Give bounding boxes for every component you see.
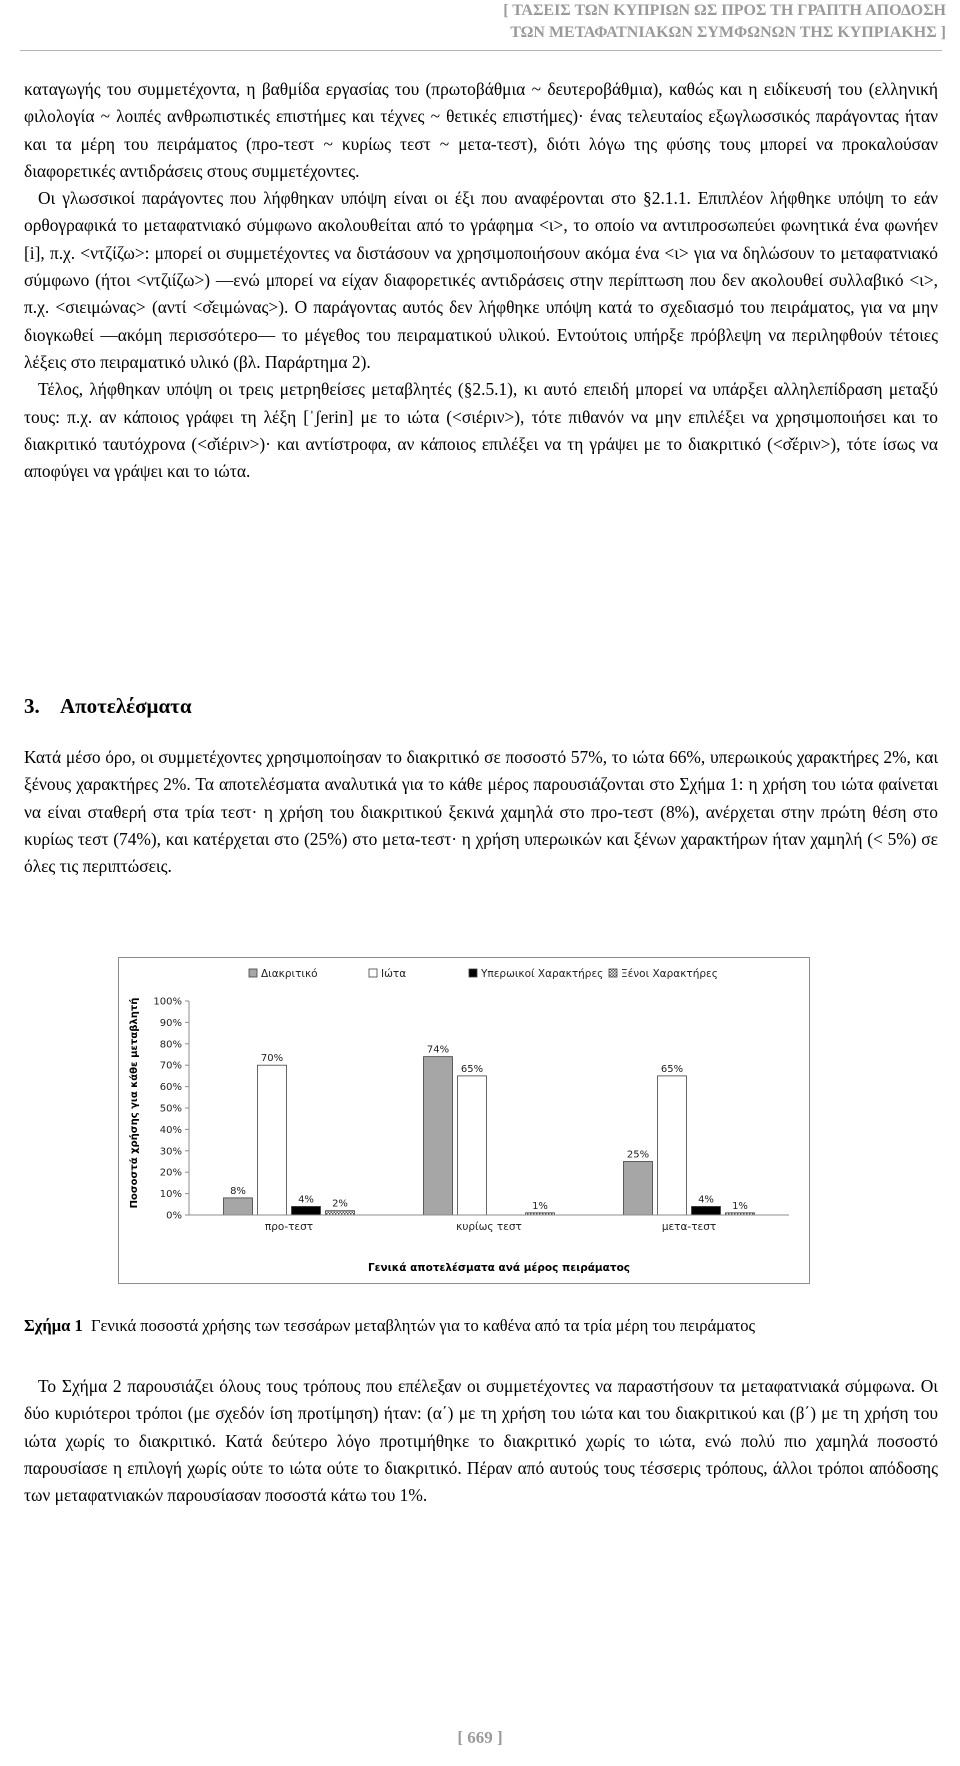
bar-value-label: 25% bbox=[626, 1149, 650, 1161]
legend-label-3: Ξένοι Χαρακτήρες bbox=[621, 968, 718, 980]
bar-value-label: 65% bbox=[460, 1063, 484, 1075]
bar-0-3 bbox=[326, 1211, 355, 1215]
chart-bars bbox=[224, 1045, 755, 1215]
paragraph-figure-2: Το Σχήμα 2 παρουσιάζει όλους τους τρόπους που επέλεξαν οι συμμετέχοντες να παραστήσουν τα μεταφατνιακά σύμφωνα. Οι δύο κυριότεροι τρόποι (με σχεδόν ίση προτίμηση) ήταν: (α΄) με τη χρήση του ιώτα και του διακριτικού και (β΄) με τη χρήση του ιώτα χωρίς το διακριτικό. Κατά δεύτερο λόγο προτιμήθηκε το διακριτικό χωρίς το ιώτα, ενώ πολύ πιο χαμηλά ποσοστό παρουσίασε η επιλογή χωρίς ούτε το ιώτα ούτε το διακριτικό. Πέραν από αυτούς τους τέσσερις τρόπους, άλλοι τρόποι απόδοσης των μεταφατνιακών παρουσίασαν ποσοστά κάτω του 1%. bbox=[24, 1376, 938, 1506]
legend-swatch-0 bbox=[249, 969, 257, 977]
paragraph-linguistic-factors: Οι γλωσσικοί παράγοντες που λήφθηκαν υπόψη είναι οι έξι που αναφέρονται στο §2.1.1. Επιπλέον λήφθηκε υπόψη το εάν ορθογραφικά το μεταφατνιακό σύμφωνο ακολουθείται από το γράφημα <ι>, το οποίο να αντιπροσωπεύει φωνητικά ένα φωνήεν [i], π.χ. <ντζίζω>: μπορεί οι συμμετέχοντες να διστάσουν να χρησιμοποιήσουν ακόμα ένα <ι> για να δηλώσουν το μεταφατνιακό σύμφωνο (ήτοι <ντζιίζω>) —ενώ μπορεί να είχαν διαφορετικές αντιδράσεις στην περίπτωση που δεν ακολουθεί συλλαβικό <ι>, π.χ. <σιειμώνας> (αντί <σ̌ειμώνας>). Ο παράγοντας αυτός δεν λήφθηκε υπόψη κατά το σχεδιασμό του πειράματος, για να μην διογκωθεί —ακόμη περισσότερο— το μέγεθος του πειραματικού υλικού. Εντούτοις υπήρξε πρόβλεψη να περιληφθούν τέτοιες λέξεις στο πειραματικό υλικό (βλ. Παράρτημα 2). bbox=[24, 188, 938, 372]
bar-1-1 bbox=[458, 1076, 487, 1215]
figure-caption-label: Σχήμα 1 bbox=[24, 1316, 83, 1335]
bar-value-label: 74% bbox=[426, 1044, 450, 1056]
figure-caption-text: Γενικά ποσοστά χρήσης των τεσσάρων μεταβλητών για το καθένα από τα τρία μέρη του πειράματος bbox=[90, 1316, 756, 1335]
chart-y-axis-title: Ποσοστά χρήσης για κάθε μεταβλητή bbox=[129, 997, 140, 1209]
header-divider bbox=[20, 50, 942, 51]
bar-2-2 bbox=[692, 1206, 721, 1215]
bar-0-2 bbox=[292, 1206, 321, 1215]
figure-caption bbox=[24, 1315, 944, 1337]
y-tick-label: 30% bbox=[159, 1146, 182, 1158]
bar-2-0 bbox=[624, 1162, 653, 1216]
section-heading bbox=[24, 694, 192, 719]
bar-0-1 bbox=[258, 1065, 287, 1215]
legend-swatch-3 bbox=[609, 969, 617, 977]
chart-x-axis bbox=[189, 1215, 789, 1233]
y-tick-label: 60% bbox=[159, 1082, 182, 1094]
figure-1-chart bbox=[118, 957, 810, 1284]
y-tick-label: 10% bbox=[159, 1189, 182, 1201]
bar-value-label: 65% bbox=[660, 1063, 684, 1075]
legend-swatch-2 bbox=[469, 969, 477, 977]
page-number: [ 669 ] bbox=[457, 1728, 503, 1747]
bar-value-label: 1% bbox=[732, 1200, 748, 1212]
running-header-line-1: [ ΤΑΣΕΙΣ ΤΩΝ ΚΥΠΡΙΩΝ ΩΣ ΠΡΟΣ ΤΗ ΓΡΑΠΤΗ ΑΠΟΔΟΣΗ bbox=[503, 2, 946, 19]
bar-0-0 bbox=[224, 1198, 253, 1215]
chart-legend bbox=[249, 968, 718, 980]
paragraph-variables: Τέλος, λήφθηκαν υπόψη οι τρεις μετρηθείσες μεταβλητές (§2.5.1), κι αυτό επειδή μπορεί να υπάρξει αλληλεπίδραση μεταξύ τους: π.χ. αν κάποιος γράφει τη λέξη [ˈʃerin] με το ιώτα (<σιέριν>), τότε πιθανόν να μην επιλέξει να χρησιμοποιήσει και το διακριτικό ταυτόχρονα (<σ̌ιέριν>)· και αντίστροφα, αν κάποιος επιλέξει να τη γράψει με το διακριτικό (<σ̌έριν>), τότε ίσως να αποφύγει να γράψει και το ιώτα. bbox=[24, 379, 938, 482]
bar-chart bbox=[119, 958, 809, 1283]
legend-label-0: Διακριτικό bbox=[261, 968, 318, 980]
section-number: 3. bbox=[24, 694, 40, 718]
chart-x-axis-title: Γενικά αποτελέσματα ανά μέρος πειράματος bbox=[367, 1262, 631, 1274]
bar-2-1 bbox=[658, 1076, 687, 1215]
body-text-bottom bbox=[24, 1373, 938, 1509]
paragraph-continuation: καταγωγής του συμμετέχοντα, η βαθμίδα εργασίας του (πρωτοβάθμια ~ δευτεροβάθμια), καθώς και η ειδίκευσή του (ελληνική φιλολογία ~ λοιπές ανθρωπιστικές επιστήμες και τέχνες ~ θετικές επιστήμες)· ένας τελευταίος εξωγλωσσικός παράγοντας ήταν και τα μέρη του πειράματος (προ-τεστ ~ κυρίως τεστ ~ μετα-τεστ), διότι λόγω της φύσης τους μπορεί να προκαλούσαν διαφορετικές αντιδράσεις στους συμμετέχοντες. bbox=[24, 79, 938, 181]
body-text-top bbox=[24, 76, 938, 485]
y-tick-label: 20% bbox=[159, 1167, 182, 1179]
bar-1-0 bbox=[424, 1057, 453, 1215]
paragraph-results: Κατά μέσο όρο, οι συμμετέχοντες χρησιμοποίησαν το διακριτικό σε ποσοστό 57%, το ιώτα 66%, υπερωικούς χαρακτήρες 2%, και ξένους χαρακτήρες 2%. Τα αποτελέσματα αναλυτικά για το κάθε μέρος παρουσιάζονται στο Σχήμα 1: η χρήση του ιώτα φαίνεται να είναι σταθερή στα τρία τεστ· η χρήση του διακριτικού ξεκινά χαμηλά στο προ-τεστ (8%), ανέρχεται στην πρώτη θέση στο κυρίως τεστ (74%), και κατέρχεται στο (25%) στο μετα-τεστ· η χρήση υπερωικών και ξένων χαρακτήρων ήταν χαμηλή (< 5%) σε όλες τις περιπτώσεις. bbox=[24, 747, 938, 877]
x-category-label: κυρίως τεστ bbox=[456, 1221, 522, 1233]
bar-value-label: 70% bbox=[260, 1053, 284, 1065]
bar-value-label: 4% bbox=[298, 1194, 314, 1206]
y-tick-label: 50% bbox=[159, 1103, 182, 1115]
y-tick-label: 90% bbox=[159, 1017, 182, 1029]
running-header-line-2: ΤΩΝ ΜΕΤΑΦΑΤΝΙΑΚΩΝ ΣΥΜΦΩΝΩΝ ΤΗΣ ΚΥΠΡΙΑΚΗΣ ] bbox=[510, 24, 946, 41]
body-text-results bbox=[24, 744, 938, 880]
x-category-label: προ-τεστ bbox=[264, 1221, 314, 1233]
bar-value-label: 8% bbox=[230, 1185, 246, 1197]
y-tick-label: 0% bbox=[166, 1210, 182, 1222]
running-header bbox=[246, 0, 946, 44]
y-tick-label: 80% bbox=[159, 1039, 182, 1051]
y-tick-label: 100% bbox=[153, 996, 182, 1008]
chart-y-axis bbox=[153, 997, 189, 1222]
y-tick-label: 40% bbox=[159, 1124, 182, 1136]
y-tick-label: 70% bbox=[159, 1060, 182, 1072]
section-title: Αποτελέσματα bbox=[60, 694, 192, 718]
bar-value-label: 2% bbox=[332, 1198, 348, 1210]
legend-label-2: Υπερωικοί Χαρακτήρες bbox=[481, 968, 604, 980]
legend-swatch-1 bbox=[369, 969, 377, 977]
bar-value-label: 4% bbox=[698, 1194, 714, 1206]
x-category-label: μετα-τεστ bbox=[661, 1221, 717, 1233]
legend-label-1: Ιώτα bbox=[381, 968, 407, 980]
bar-value-label: 1% bbox=[532, 1200, 548, 1212]
